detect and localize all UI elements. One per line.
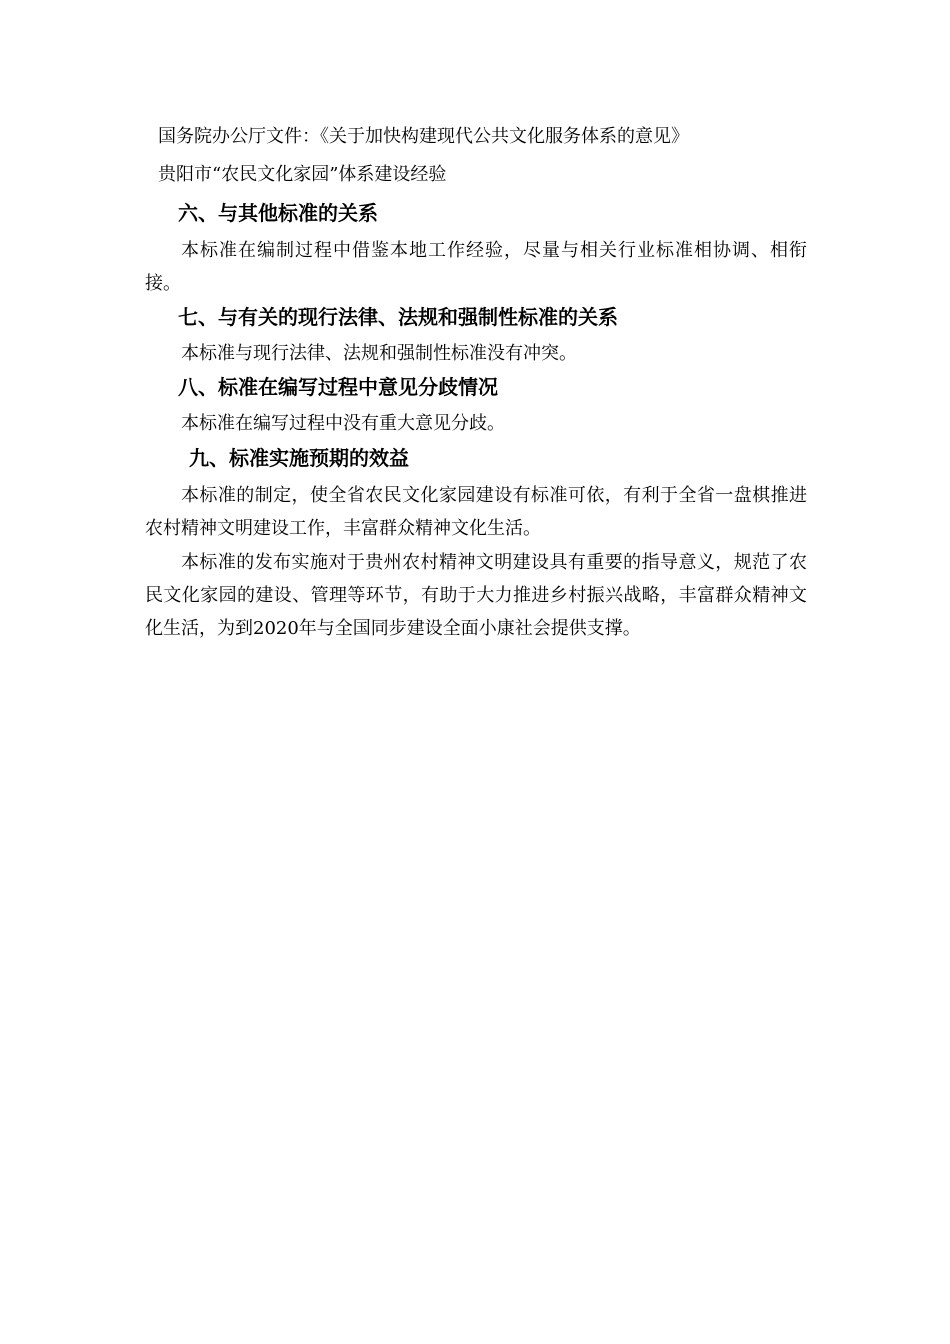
- section-heading: 九、标准实施预期的效益: [189, 446, 409, 470]
- reference-line: 贵阳市“农民文化家园”体系建设经验: [158, 164, 447, 185]
- section-paragraph: 本标准的发布实施对于贵州农村精神文明建设具有重要的指导意义，规范了农民文化家园的建设、管理等环节，有助于大力推进乡村振兴战略，丰富群众精神文化生活，为到2020年与全国同步建设全面小康社会提供支撑。: [145, 552, 807, 639]
- section-paragraph: 本标准与现行法律、法规和强制性标准没有冲突。: [181, 343, 577, 364]
- section-heading: 七、与有关的现行法律、法规和强制性标准的关系: [178, 305, 618, 329]
- section-heading: 六、与其他标准的关系: [178, 201, 378, 225]
- section-paragraph: 本标准在编写过程中没有重大意见分歧。: [181, 413, 505, 434]
- section-paragraph: 本标准在编制过程中借鉴本地工作经验，尽量与相关行业标准相协调、相衔接。: [145, 240, 807, 294]
- section-paragraph: 本标准的制定，使全省农民文化家园建设有标准可依，有利于全省一盘棋推进农村精神文明建设工作，丰富群众精神文化生活。: [145, 485, 807, 539]
- section-heading: 八、标准在编写过程中意见分歧情况: [178, 375, 498, 399]
- reference-line: 国务院办公厅文件：《关于加快构建现代公共文化服务体系的意见》: [158, 126, 689, 147]
